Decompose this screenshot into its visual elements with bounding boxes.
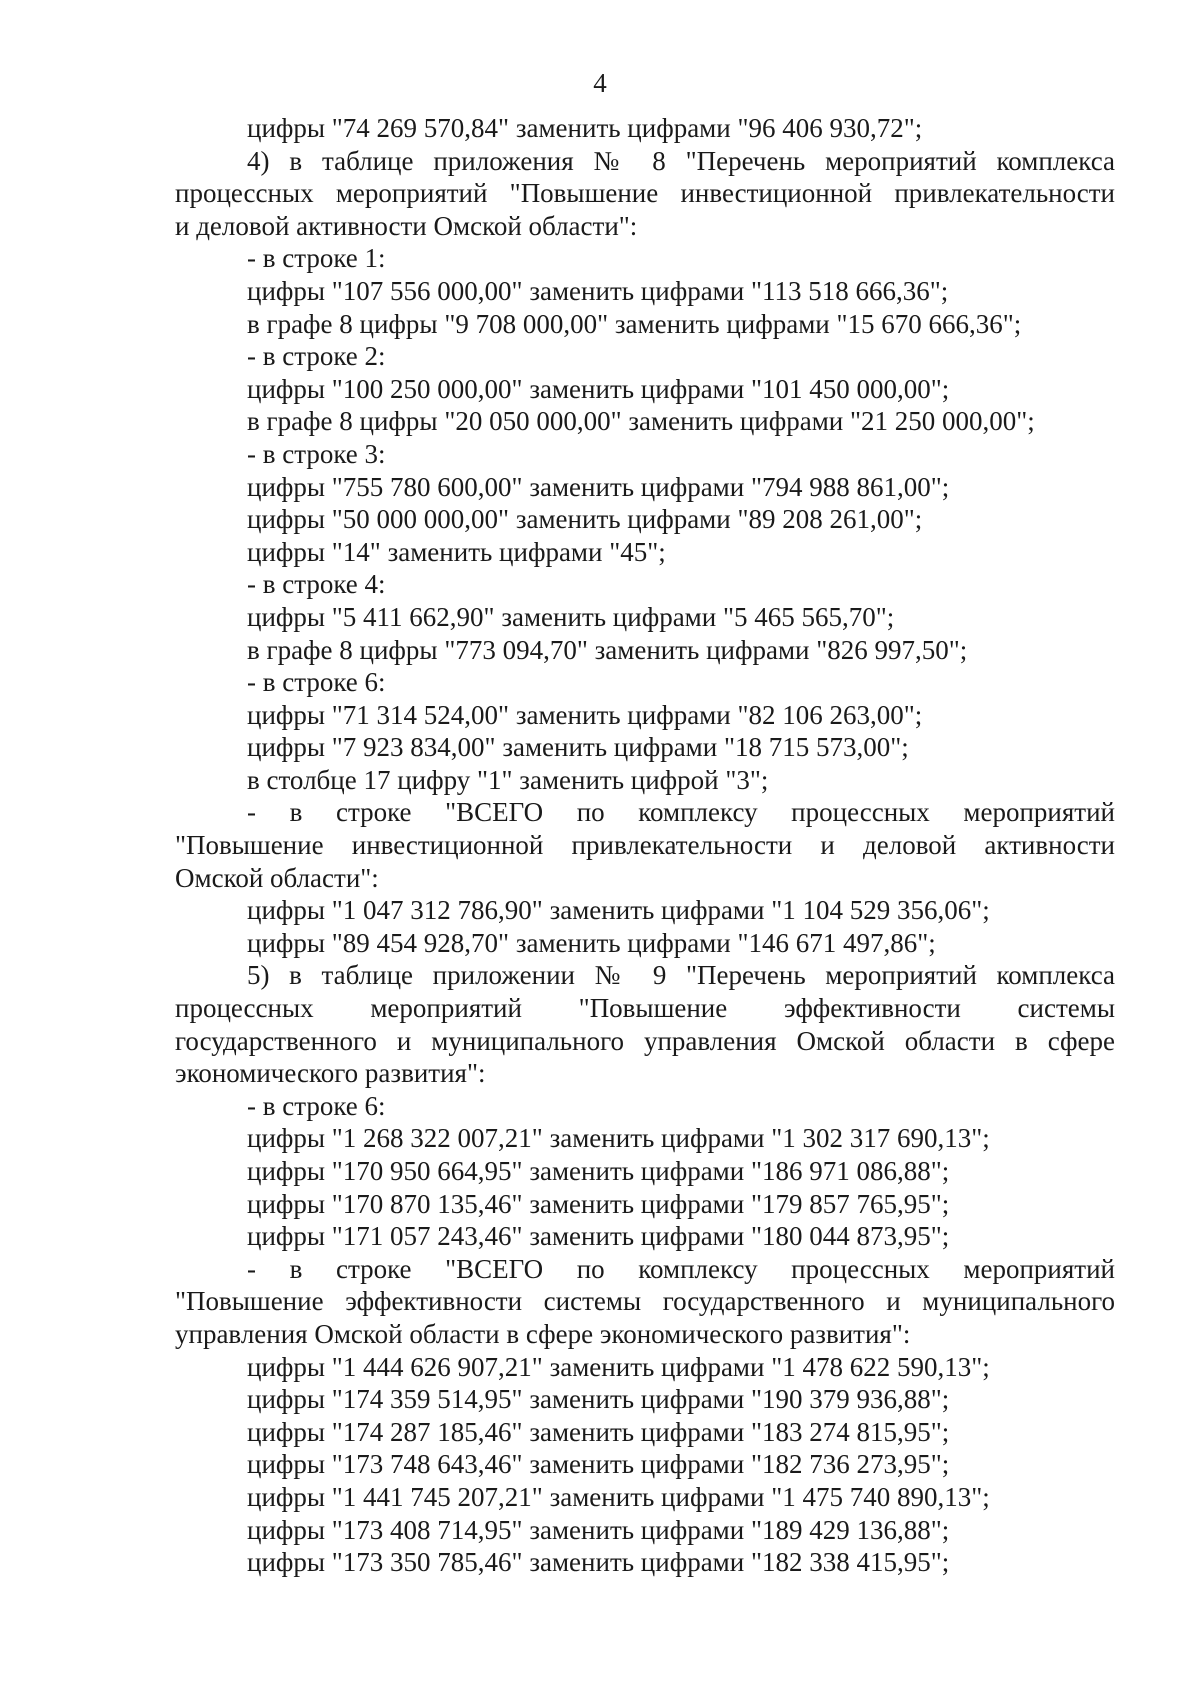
text-line: цифры "173 748 643,46" заменить цифрами "182 736 273,95"; bbox=[247, 1449, 950, 1480]
text-line: цифры "170 950 664,95" заменить цифрами "186 971 086,88"; bbox=[247, 1156, 950, 1186]
text-line: - в строке "ВСЕГО по комплексу процессных мероприятий bbox=[247, 1253, 1115, 1284]
text-line: экономического развития": bbox=[175, 1058, 486, 1089]
document-body bbox=[175, 112, 1115, 1579]
text-line: цифры "7 923 834,00" заменить цифрами "18 715 573,00"; bbox=[247, 732, 909, 763]
text-line: - в строке 2: bbox=[247, 341, 386, 372]
text-line: Омской области": bbox=[175, 862, 379, 893]
text-line: цифры "1 268 322 007,21" заменить цифрами "1 302 317 690,13"; bbox=[247, 1123, 990, 1154]
text-line: цифры "173 350 785,46" заменить цифрами "182 338 415,95"; bbox=[247, 1547, 950, 1578]
page-number: 4 bbox=[593, 68, 607, 98]
text-line: "Повышение эффективности системы государственного и муниципального bbox=[175, 1286, 1115, 1317]
text-line: цифры "50 000 000,00" заменить цифрами "89 208 261,00"; bbox=[247, 504, 923, 535]
text-line: управления Омской области в сфере экономического развития": bbox=[175, 1318, 911, 1349]
text-line: цифры "170 870 135,46" заменить цифрами "179 857 765,95"; bbox=[247, 1188, 950, 1219]
text-line: цифры "1 444 626 907,21" заменить цифрами "1 478 622 590,13"; bbox=[247, 1351, 990, 1382]
text-line: цифры "107 556 000,00" заменить цифрами "113 518 666,36"; bbox=[247, 275, 949, 306]
text-line: - в строке 6: bbox=[247, 667, 386, 698]
text-line: цифры "174 359 514,95" заменить цифрами "190 379 936,88"; bbox=[247, 1384, 950, 1415]
text-line: и деловой активности Омской области": bbox=[175, 210, 638, 241]
text-line: - в строке 4: bbox=[247, 569, 386, 600]
text-line: цифры "1 441 745 207,21" заменить цифрами "1 475 740 890,13"; bbox=[247, 1481, 990, 1512]
text-line: - в строке 3: bbox=[247, 438, 386, 469]
text-line: цифры "171 057 243,46" заменить цифрами "180 044 873,95"; bbox=[247, 1221, 950, 1252]
text-line: в графе 8 цифры "9 708 000,00" заменить цифрами "15 670 666,36"; bbox=[247, 308, 1022, 339]
text-line: цифры "74 269 570,84" заменить цифрами "96 406 930,72"; bbox=[247, 113, 923, 143]
text-line: процессных мероприятий "Повышение эффективности системы bbox=[175, 993, 1115, 1024]
text-line: цифры "100 250 000,00" заменить цифрами "101 450 000,00"; bbox=[247, 373, 950, 404]
text-line: в графе 8 цифры "20 050 000,00" заменить цифрами "21 250 000,00"; bbox=[247, 406, 1035, 437]
text-line: "Повышение инвестиционной привлекательности и деловой активности bbox=[175, 830, 1115, 861]
text-line: процессных мероприятий "Повышение инвестиционной привлекательности bbox=[175, 178, 1115, 209]
text-line: цифры "755 780 600,00" заменить цифрами "794 988 861,00"; bbox=[247, 471, 950, 502]
text-line: - в строке 6: bbox=[247, 1090, 386, 1121]
text-line: цифры "173 408 714,95" заменить цифрами "189 429 136,88"; bbox=[247, 1514, 950, 1545]
text-line: - в строке 1: bbox=[247, 243, 386, 274]
text-line: цифры "1 047 312 786,90" заменить цифрами "1 104 529 356,06"; bbox=[247, 895, 990, 926]
text-line: цифры "89 454 928,70" заменить цифрами "146 671 497,86"; bbox=[247, 927, 936, 958]
text-line: 5) в таблице приложении № 9 "Перечень мероприятий комплекса bbox=[247, 960, 1115, 991]
text-line: цифры "71 314 524,00" заменить цифрами "82 106 263,00"; bbox=[247, 699, 923, 730]
text-line: 4) в таблице приложения № 8 "Перечень мероприятий комплекса bbox=[247, 145, 1115, 176]
text-line: цифры "5 411 662,90" заменить цифрами "5 465 565,70"; bbox=[247, 601, 895, 632]
text-line: цифры "14" заменить цифрами "45"; bbox=[247, 536, 666, 567]
text-line: - в строке "ВСЕГО по комплексу процессных мероприятий bbox=[247, 797, 1115, 828]
text-line: в столбце 17 цифру "1" заменить цифрой "3"; bbox=[247, 764, 769, 795]
text-line: государственного и муниципального управления Омской области в сфере bbox=[175, 1025, 1115, 1056]
text-line: цифры "174 287 185,46" заменить цифрами "183 274 815,95"; bbox=[247, 1416, 950, 1447]
text-line: в графе 8 цифры "773 094,70" заменить цифрами "826 997,50"; bbox=[247, 634, 968, 665]
